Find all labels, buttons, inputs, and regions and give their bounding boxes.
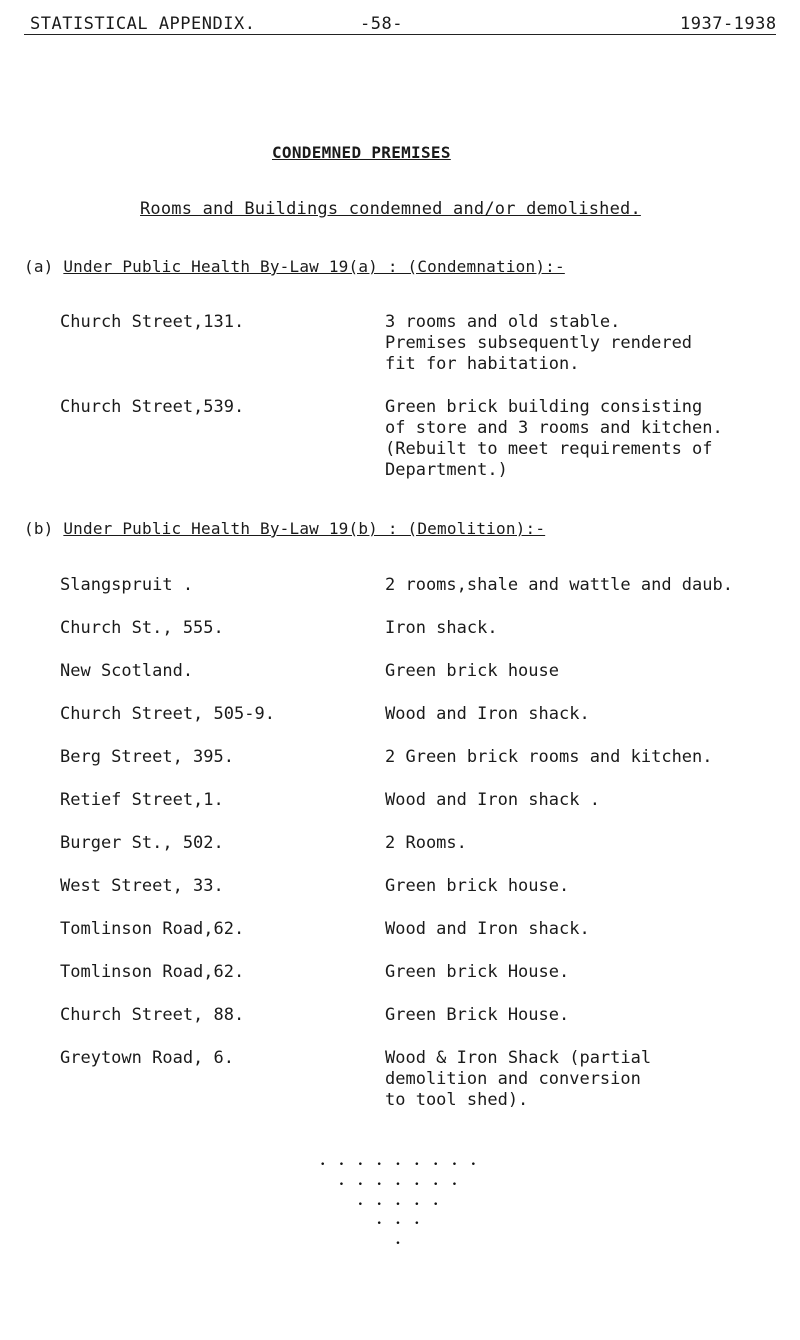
section-b-location: Burger St., 502. (60, 833, 224, 853)
section-b-location: Tomlinson Road,62. (60, 919, 245, 939)
section-b-description: 2 rooms,shale and wattle and daub. (385, 575, 733, 595)
section-b-location: Slangspruit . (60, 575, 194, 595)
section-b-description: 2 Green brick rooms and kitchen. (385, 747, 713, 767)
section-b-description: Wood and Iron shack. (385, 704, 590, 724)
section-b-location: Greytown Road, 6. (60, 1048, 234, 1068)
ornament-dots-row-4: • • • (376, 1219, 424, 1229)
header-year: 1937-1938 (680, 14, 777, 34)
ornament-dots-row-2: • • • • • • • (338, 1180, 462, 1190)
section-a-location-1: Church Street,131. (60, 312, 245, 332)
section-b-title: Under Public Health By-Law 19(b) : (Demolition):- (63, 519, 546, 538)
section-b-marker: (b) (24, 519, 54, 538)
ornament-dots-row-5: • (395, 1239, 405, 1249)
page-subtitle: Rooms and Buildings condemned and/or demolished. (140, 199, 641, 219)
header-page-number: -58- (360, 14, 403, 34)
section-b-description: Green Brick House. (385, 1005, 570, 1025)
section-b-location: Church St., 555. (60, 618, 224, 638)
ornament-dots-row-3: • • • • • (357, 1200, 443, 1210)
section-b-description: Green brick house. (385, 876, 570, 896)
section-a-title: Under Public Health By-Law 19(a) : (Condemnation):- (63, 257, 565, 276)
section-b-location: Church Street, 88. (60, 1005, 245, 1025)
section-b-description: Wood and Iron shack . (385, 790, 600, 810)
section-a-description-1: 3 rooms and old stable. Premises subsequently rendered fit for habitation. (385, 312, 693, 374)
section-b-location: Retief Street,1. (60, 790, 224, 810)
section-a-description-2: Green brick building consisting of store and 3 rooms and kitchen. (Rebuilt to meet requirements of Department.) (385, 397, 723, 480)
section-b-heading (24, 519, 545, 538)
section-b-description: Wood and Iron shack. (385, 919, 590, 939)
section-b-location: New Scotland. (60, 661, 194, 681)
section-b-description: Wood & Iron Shack (partial demolition and conversion to tool shed). (385, 1048, 652, 1110)
section-b-description: 2 Rooms. (385, 833, 467, 853)
page-title: CONDEMNED PREMISES (272, 143, 451, 162)
section-a-heading (24, 257, 565, 276)
section-b-description: Iron shack. (385, 618, 498, 638)
section-a-marker: (a) (24, 257, 54, 276)
section-b-location: Church Street, 505-9. (60, 704, 275, 724)
ornament-dots-row-1: • • • • • • • • • (319, 1160, 481, 1170)
section-b-location: Berg Street, 395. (60, 747, 234, 767)
section-a-location-2: Church Street,539. (60, 397, 245, 417)
section-b-description: Green brick House. (385, 962, 570, 982)
header-left: STATISTICAL APPENDIX. (30, 14, 256, 34)
section-b-description: Green brick house (385, 661, 559, 681)
header-rule (24, 34, 776, 35)
section-b-location: West Street, 33. (60, 876, 224, 896)
section-b-location: Tomlinson Road,62. (60, 962, 245, 982)
